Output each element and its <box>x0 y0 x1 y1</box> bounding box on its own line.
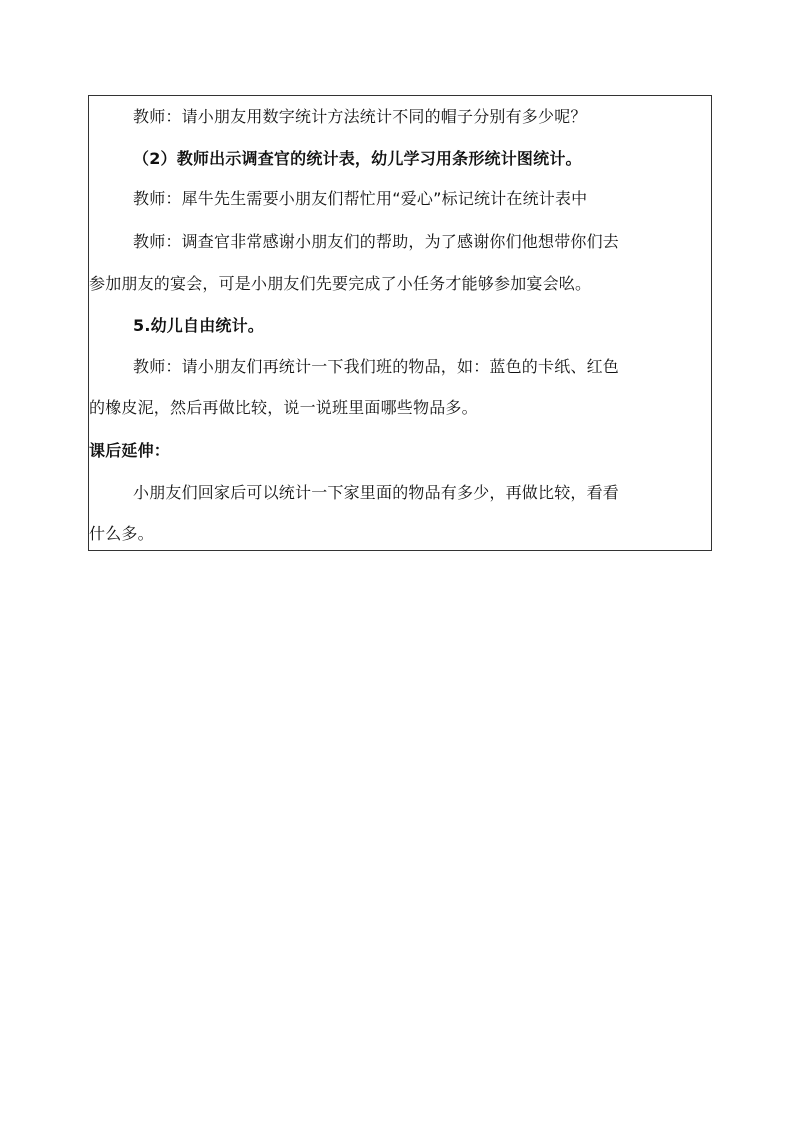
teacher-line-3-cont: 参加朋友的宴会，可是小朋友们先要完成了小任务才能够参加宴会吆。 <box>89 274 592 293</box>
teacher-line-3: 教师：调查官非常感谢小朋友们的帮助，为了感谢你们他想带你们去 <box>133 232 620 251</box>
step-2-heading: （2）教师出示调查官的统计表，幼儿学习用条形统计图统计。 <box>133 149 582 168</box>
teacher-line-2: 教师：犀牛先生需要小朋友们帮忙用“爱心”标记统计在统计表中 <box>133 189 588 208</box>
extension-line-1: 小朋友们回家后可以统计一下家里面的物品有多少，再做比较，看看 <box>133 483 620 502</box>
extension-heading: 课后延伸： <box>89 441 171 460</box>
teacher-line-4-cont: 的橡皮泥，然后再做比较，说一说班里面哪些物品多。 <box>89 398 478 417</box>
teacher-line-1: 教师：请小朋友用数字统计方法统计不同的帽子分别有多少呢？ <box>133 107 587 126</box>
step-5-heading: 5.幼儿自由统计。 <box>133 316 265 335</box>
teacher-line-4: 教师：请小朋友们再统计一下我们班的物品，如：蓝色的卡纸、红色 <box>133 357 620 376</box>
document-table-cell <box>88 95 712 551</box>
extension-line-1-cont: 什么多。 <box>89 524 154 543</box>
